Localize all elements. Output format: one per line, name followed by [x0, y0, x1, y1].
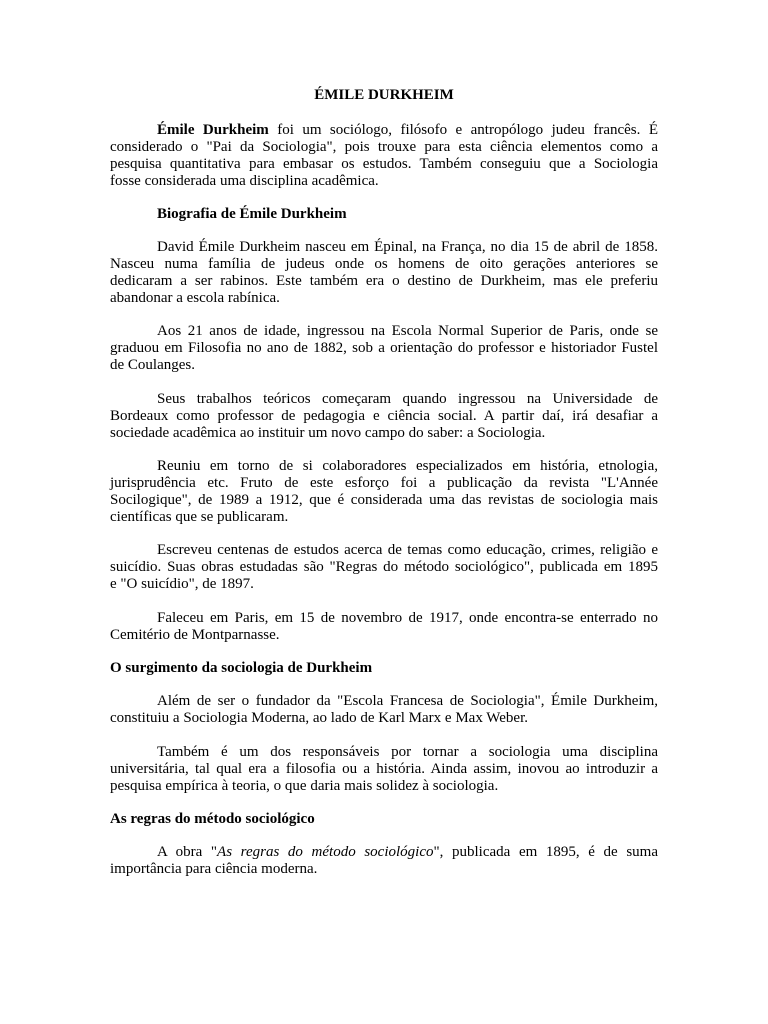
section-heading-origin: O surgimento da sociologia de Durkheim — [110, 660, 373, 677]
biography-paragraph — [110, 610, 658, 644]
section-heading-biography: Biografia de Émile Durkheim — [157, 205, 347, 222]
origin-paragraph — [110, 744, 658, 795]
paragraph-line: Bordeaux como professor de pedagogia e ciência social. A partir daí, irá desafiar a — [110, 407, 658, 424]
paragraph-line — [110, 844, 658, 861]
paragraph-line: sociedade acadêmica ao instituir um novo campo do saber: a Sociologia. — [110, 424, 546, 441]
biography-paragraph — [110, 323, 658, 374]
section-heading-rules: As regras do método sociológico — [110, 811, 315, 828]
paragraph-line: considerado o "Pai da Sociologia", pois trouxe para esta ciência elementos como a — [110, 138, 658, 155]
paragraph-line: fosse considerada uma disciplina acadêmica. — [110, 172, 379, 189]
paragraph-line: Além de ser o fundador da "Escola Francesa de Sociologia", Émile Durkheim, — [157, 693, 658, 710]
biography-paragraph — [110, 542, 658, 593]
paragraph-line: dedicaram a ser rabinos. Este também era o destino de Durkheim, mas ele preferiu — [110, 273, 658, 290]
paragraph-line: Também é um dos responsáveis por tornar a sociologia uma disciplina — [157, 743, 658, 760]
paragraph-line: graduou em Filosofia no ano de 1882, sob a orientação do professor e historiador Fustel — [110, 340, 658, 357]
paragraph-line: e "O suicídio", de 1897. — [110, 576, 254, 593]
origin-paragraph — [110, 693, 658, 727]
intro-paragraph — [110, 122, 658, 190]
line-text: ", publicada em 1895, é de suma — [433, 844, 659, 861]
paragraph-line: constituiu a Sociologia Moderna, ao lado de Karl Marx e Max Weber. — [110, 710, 528, 727]
paragraph-line: Escreveu centenas de estudos acerca de temas como educação, crimes, religião e — [157, 542, 658, 559]
subject-name: Émile Durkheim — [157, 121, 269, 138]
paragraph-line: Socilogique", de 1989 a 1912, que é considerada uma das revistas de sociologia mais — [110, 492, 658, 509]
paragraph-line: científicas que se publicaram. — [110, 509, 289, 526]
biography-paragraph — [110, 458, 658, 526]
paragraph-line: Reuniu em torno de si colaboradores especializados em história, etnologia, — [157, 458, 658, 475]
paragraph-line: abandonar a escola rabínica. — [110, 290, 280, 307]
paragraph-line: Aos 21 anos de idade, ingressou na Escola Normal Superior de Paris, onde se — [157, 323, 658, 340]
paragraph-line: suicídio. Suas obras estudadas são "Regras do método sociológico", publicada em 1895 — [110, 559, 658, 576]
paragraph-line: Faleceu em Paris, em 15 de novembro de 1917, onde encontra-se enterrado no — [157, 609, 658, 626]
biography-paragraph — [110, 239, 658, 307]
paragraph-line — [110, 122, 658, 139]
document-title: ÉMILE DURKHEIM — [314, 86, 454, 103]
biography-paragraph — [110, 391, 658, 442]
paragraph-line: Cemitério de Montparnasse. — [110, 626, 280, 643]
line-text: foi um sociólogo, filósofo e antropólogo judeu francês. É — [268, 121, 658, 138]
paragraph-line: de Coulanges. — [110, 357, 195, 374]
paragraph-line: David Émile Durkheim nasceu em Épinal, na França, no dia 15 de abril de 1858. — [157, 239, 658, 256]
line-text: A obra " — [157, 844, 218, 861]
paragraph-line: Seus trabalhos teóricos começaram quando ingressou na Universidade de — [157, 390, 658, 407]
paragraph-line: importância para ciência moderna. — [110, 861, 318, 878]
paragraph-line: universitária, tal qual era a filosofia ou a história. Ainda assim, inovou ao introduzir a — [110, 760, 658, 777]
paragraph-line: Nasceu numa família de judeus onde os homens de oito gerações anteriores se — [110, 256, 658, 273]
document-body — [110, 87, 658, 895]
paragraph-line: pesquisa quantitativa para embasar os estudos. Também conseguiu que a Sociologia — [110, 155, 658, 172]
rules-paragraph — [110, 844, 658, 878]
paragraph-line: jurisprudência etc. Fruto de este esforço foi a publicação da revista "L'Année — [110, 475, 658, 492]
work-title: As regras do método sociológico — [217, 844, 434, 861]
paragraph-line: pesquisa empírica à teoria, o que daria mais solidez à sociologia. — [110, 777, 499, 794]
